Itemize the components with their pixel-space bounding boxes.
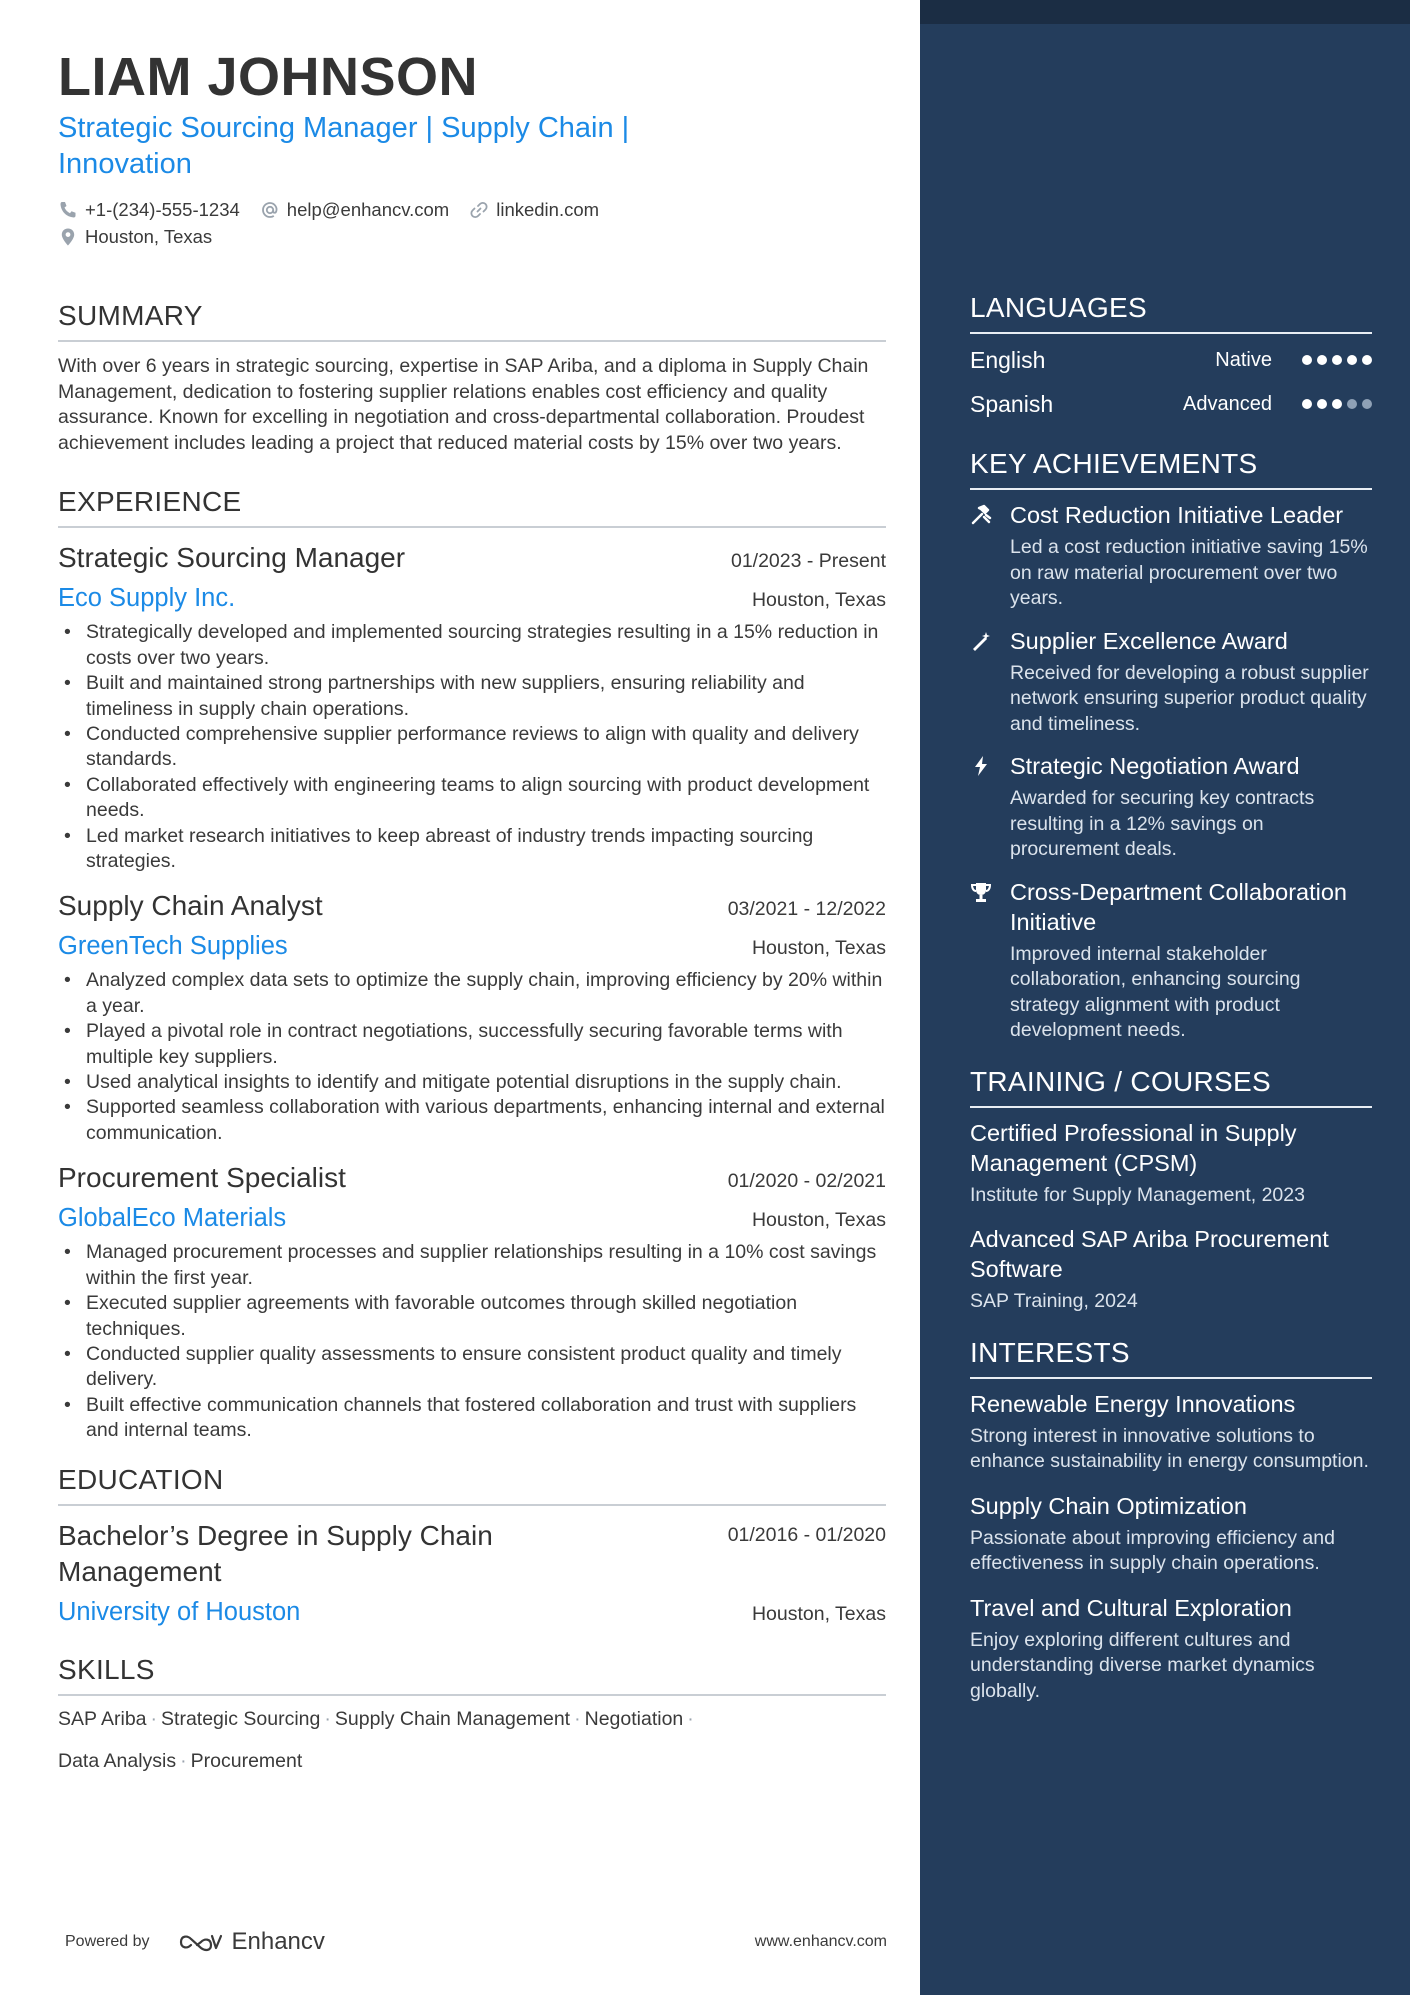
achievement-title: Strategic Negotiation Award xyxy=(1010,753,1300,779)
summary-heading: SUMMARY xyxy=(58,300,886,342)
bullet-item: • Executed supplier agreements with favorable outcomes through skilled negotiation techniques. xyxy=(58,1291,886,1342)
job-location: Houston, Texas xyxy=(751,1209,886,1232)
sidebar xyxy=(920,0,1410,1995)
phone-text: +1-(234)-555-1234 xyxy=(85,198,240,220)
location-text: Houston, Texas xyxy=(85,225,213,247)
interest-title: Travel and Cultural Exploration xyxy=(970,1594,1292,1621)
job-bullets xyxy=(58,620,886,874)
interest-item xyxy=(970,1491,1372,1577)
website-link[interactable]: www.enhancv.com xyxy=(754,1933,887,1950)
achievement-desc: Improved internal stakeholder collaboration, enhancing sourcing strategy alignment with product development needs. xyxy=(1010,942,1301,1041)
bullet-item: • Collaborated effectively with engineering teams to align sourcing with product development needs. xyxy=(58,773,886,824)
job-title: Strategic Sourcing Manager xyxy=(58,542,406,574)
at-icon xyxy=(260,200,280,220)
degree-title: Bachelor’s Degree in Supply Chain Management xyxy=(58,1519,493,1587)
job-entry xyxy=(58,540,886,874)
job-bullets xyxy=(58,968,886,1146)
school-name: University of Houston xyxy=(58,1597,301,1626)
achievement-item xyxy=(970,751,1372,863)
skills-row: Data Analysis · Procurement xyxy=(58,1749,303,1772)
sidebar-top-bar xyxy=(920,0,1410,24)
enhancv-logo-icon xyxy=(178,1931,224,1953)
experience-heading: EXPERIENCE xyxy=(58,486,886,528)
training-section xyxy=(970,1066,1372,1315)
summary-text: With over 6 years in strategic sourcing, expertise in SAP Ariba, and a diploma in Supply Chain Management, dedication to fostering supplier relations enables cost efficiency and quality assurance. Known for excelling in negotiation and cross-departmental collaboration. Proudest achievement includes leading a project that reduced material costs by 15% over two years. xyxy=(58,355,869,454)
skills-heading: SKILLS xyxy=(58,1654,886,1696)
achievement-title: Cross-Department Collaboration Initiative xyxy=(1010,878,1347,935)
powered-by-label: Powered by xyxy=(65,1933,150,1950)
company-name: GlobalEco Materials xyxy=(58,1204,287,1233)
school-location: Houston, Texas xyxy=(751,1602,886,1625)
job-title: Procurement Specialist xyxy=(58,1162,346,1194)
bullet-item: • Built and maintained strong partnerships with new suppliers, ensuring reliability and timeliness in supply chain operations. xyxy=(58,671,886,722)
achievement-title: Cost Reduction Initiative Leader xyxy=(1010,502,1344,528)
education-heading: EDUCATION xyxy=(58,1464,886,1506)
language-row xyxy=(970,338,1372,382)
bullet-item: • Strategically developed and implemented sourcing strategies resulting in a 15% reduction in costs over two years. xyxy=(58,620,886,671)
achievement-title: Supplier Excellence Award xyxy=(1010,627,1288,654)
location-pin-icon xyxy=(58,227,78,247)
course-provider: Institute for Supply Management, 2023 xyxy=(970,1183,1305,1206)
achievement-desc: Awarded for securing key contracts resulting in a 12% savings on procurement deals. xyxy=(1010,787,1315,860)
language-name: Spanish xyxy=(970,390,1054,417)
course-item xyxy=(970,1118,1372,1209)
training-heading: TRAINING / COURSES xyxy=(970,1066,1372,1108)
bullet-item: • Managed procurement processes and supplier relationships resulting in a 10% cost savings within the first year. xyxy=(58,1240,886,1291)
interest-title: Renewable Energy Innovations xyxy=(970,1390,1296,1417)
bullet-item: • Built effective communication channels that fostered collaboration and trust with suppliers and internal teams. xyxy=(58,1393,886,1444)
job-date: 03/2021 - 12/2022 xyxy=(727,898,886,921)
education-date: 01/2016 - 01/2020 xyxy=(727,1523,886,1546)
email-contact[interactable] xyxy=(260,199,449,221)
interests-section xyxy=(970,1337,1372,1705)
skill-tag: Negotiation xyxy=(584,1707,684,1730)
language-name: English xyxy=(970,346,1046,373)
achievement-item xyxy=(970,500,1372,612)
skill-tag: SAP Ariba xyxy=(58,1707,147,1730)
interest-item xyxy=(970,1389,1372,1475)
interest-item xyxy=(970,1593,1372,1705)
linkedin-contact[interactable] xyxy=(469,199,599,221)
languages-section xyxy=(970,292,1372,426)
bullet-item: • Led market research initiatives to keep abreast of industry trends impacting sourcing strategies. xyxy=(58,824,886,875)
languages-heading: LANGUAGES xyxy=(970,292,1372,334)
bullet-item: • Used analytical insights to identify and mitigate potential disruptions in the supply chain. xyxy=(58,1070,886,1095)
sidebar-content xyxy=(970,292,1372,1726)
job-location: Houston, Texas xyxy=(751,589,886,612)
candidate-name: LIAM JOHNSON xyxy=(58,47,479,107)
bullet-item: • Analyzed complex data sets to optimize the supply chain, improving efficiency by 20% within a year. xyxy=(58,968,886,1019)
tools-icon xyxy=(970,504,992,526)
course-title: Advanced SAP Ariba Procurement Software xyxy=(970,1226,1329,1282)
enhancv-logo[interactable] xyxy=(178,1928,325,1956)
achievement-item xyxy=(970,626,1372,738)
job-entry xyxy=(58,1160,886,1443)
course-item xyxy=(970,1224,1372,1315)
bullet-item: • Conducted comprehensive supplier performance reviews to align with quality and delivery standards. xyxy=(58,722,886,773)
job-date: 01/2023 - Present xyxy=(730,550,886,573)
course-title: Certified Professional in Supply Management (CPSM) xyxy=(970,1119,1297,1176)
location-contact xyxy=(58,226,212,248)
achievements-section xyxy=(970,448,1372,1044)
skill-tag: Data Analysis xyxy=(58,1749,177,1772)
summary-section xyxy=(58,300,886,456)
job-bullets xyxy=(58,1240,886,1443)
skills-list xyxy=(58,1698,886,1782)
enhancv-brand: Enhancv xyxy=(231,1928,325,1955)
bullet-item: • Supported seamless collaboration with various departments, enhancing internal and external communication. xyxy=(58,1095,886,1146)
headline: Strategic Sourcing Manager | Supply Chain | Innovation xyxy=(58,112,630,180)
skill-tag: Procurement xyxy=(190,1749,303,1772)
email-text: help@enhancv.com xyxy=(286,198,450,220)
interests-heading: INTERESTS xyxy=(970,1337,1372,1379)
interest-desc: Enjoy exploring different cultures and understanding diverse market dynamics globally. xyxy=(970,1628,1315,1702)
lightning-icon xyxy=(970,755,992,777)
interest-desc: Passionate about improving efficiency and effectiveness in supply chain operations. xyxy=(970,1526,1335,1574)
footer xyxy=(65,1928,887,1956)
linkedin-text: linkedin.com xyxy=(496,198,600,220)
job-title: Supply Chain Analyst xyxy=(58,890,323,922)
achievement-desc: Led a cost reduction initiative saving 15% on raw material procurement over two years. xyxy=(1010,536,1368,609)
job-entry xyxy=(58,888,886,1146)
phone-contact[interactable] xyxy=(58,199,240,221)
achievements-heading: KEY ACHIEVEMENTS xyxy=(970,448,1372,490)
language-level: Native xyxy=(1215,348,1272,371)
job-location: Houston, Texas xyxy=(751,937,886,960)
magic-wand-icon xyxy=(970,630,992,652)
education-section xyxy=(58,1464,886,1628)
skills-row: SAP Ariba · Strategic Sourcing · Supply Chain Management · Negotiation · xyxy=(58,1707,694,1730)
language-rating xyxy=(1302,355,1372,365)
skill-tag: Supply Chain Management xyxy=(334,1707,571,1730)
link-icon xyxy=(469,200,489,220)
bullet-item: • Conducted supplier quality assessments to ensure consistent product quality and timely delivery. xyxy=(58,1342,886,1393)
interest-title: Supply Chain Optimization xyxy=(970,1492,1247,1519)
contact-info xyxy=(58,196,886,250)
company-name: Eco Supply Inc. xyxy=(58,584,236,613)
experience-section xyxy=(58,486,886,1443)
trophy-icon xyxy=(970,881,992,903)
achievement-desc: Received for developing a robust supplier network ensuring superior product quality and timeliness. xyxy=(1010,661,1369,735)
bullet-item: • Played a pivotal role in contract negotiations, successfully securing favorable terms with multiple key suppliers. xyxy=(58,1019,886,1070)
language-rating xyxy=(1302,399,1372,409)
job-date: 01/2020 - 02/2021 xyxy=(727,1170,886,1193)
skill-tag: Strategic Sourcing xyxy=(161,1707,321,1730)
skills-section xyxy=(58,1654,886,1782)
main-column xyxy=(58,46,886,1782)
phone-icon xyxy=(58,200,78,220)
language-level: Advanced xyxy=(1183,392,1272,415)
course-provider: SAP Training, 2024 xyxy=(970,1290,1138,1312)
company-name: GreenTech Supplies xyxy=(58,932,288,961)
interest-desc: Strong interest in innovative solutions to enhance sustainability in energy consumption. xyxy=(970,1424,1369,1472)
achievement-item xyxy=(970,877,1372,1044)
language-row xyxy=(970,382,1372,426)
